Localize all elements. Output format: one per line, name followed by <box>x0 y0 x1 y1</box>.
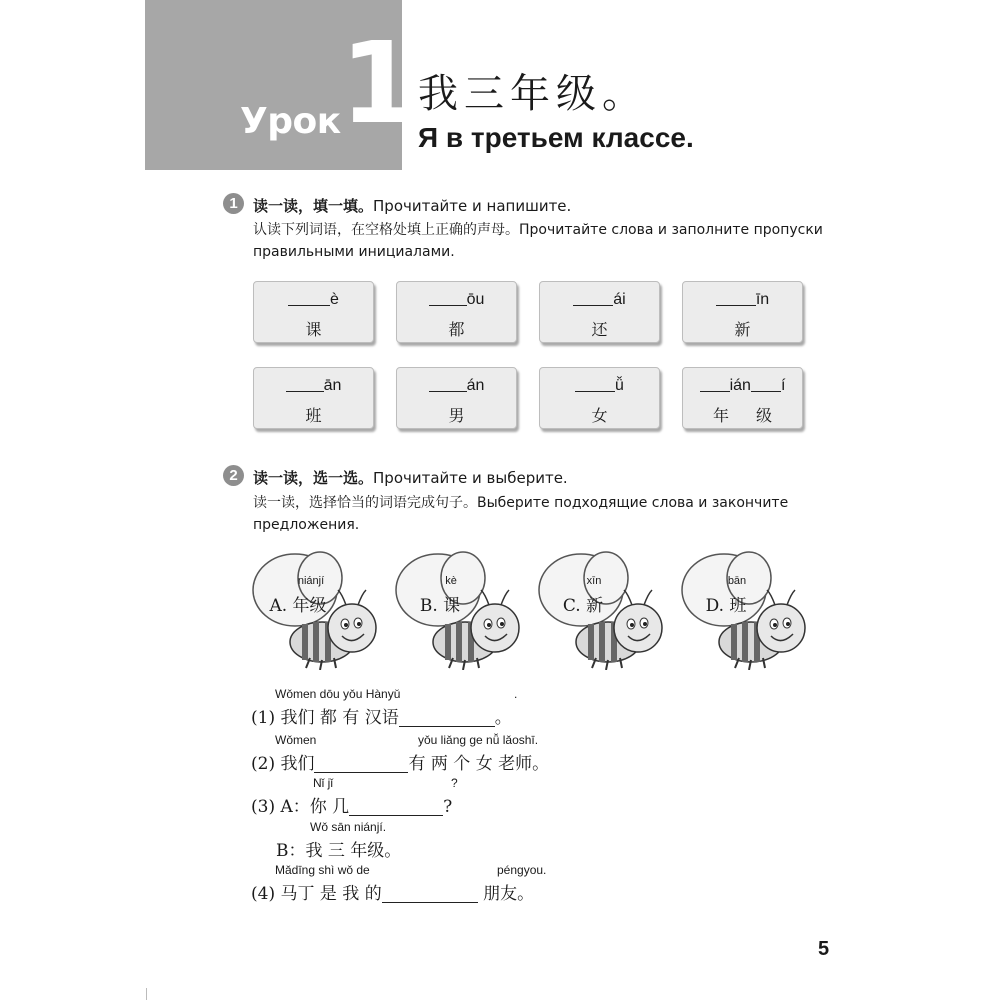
pinyin-card <box>539 281 660 343</box>
exercise-4-pinyin-b: péngyou. <box>497 863 547 877</box>
pinyin-card <box>396 281 517 343</box>
exercise-4-suffix: 朋友。 <box>483 884 535 904</box>
exercise-4-answer-blank[interactable] <box>382 884 478 903</box>
exercise-1-suffix: 。 <box>494 708 512 728</box>
exercise-4-prefix: (4) 马丁 是 我 的 <box>251 884 382 904</box>
exercise-4-pinyin-a: Mǎdīng shì wǒ de <box>275 863 370 877</box>
exercise-3a-pinyin-end: ? <box>451 776 458 790</box>
exercise-1-answer-blank[interactable] <box>399 708 495 727</box>
exercise-3a-answer-blank[interactable] <box>349 797 443 816</box>
pinyin-card-double <box>682 367 803 429</box>
answer-blank[interactable] <box>429 377 467 392</box>
exercise-2-suffix: 有 两 个 女 老师。 <box>408 754 550 774</box>
answer-blank[interactable] <box>573 291 613 306</box>
pinyin-card <box>396 367 517 429</box>
pinyin-card <box>253 367 374 429</box>
section-2-title-russian: Прочитайте и выберите. <box>373 469 568 487</box>
section-1-instruction: 认读下列词语，在空格处填上正确的声母。Прочитайте слова и заполните пропуски правильными инициалами. <box>253 222 823 260</box>
option-label[interactable]: D. 班 <box>705 596 747 616</box>
exercise-3b-pinyin: Wǒ sān niánjí. <box>310 820 387 834</box>
section-1-title <box>253 195 571 216</box>
card-pinyin: í <box>780 377 786 394</box>
lesson-title-chinese: 我三年级。 <box>418 71 648 117</box>
card-hanzi: 课 <box>305 320 322 339</box>
card-pinyin: ān <box>323 377 342 394</box>
option-pinyin: kè <box>445 575 457 587</box>
option-pinyin: xīn <box>586 575 602 587</box>
lesson-title-russian: Я в третьем классе. <box>418 122 694 153</box>
card-hanzi: 还 <box>591 320 608 339</box>
option-label[interactable]: C. 新 <box>562 596 604 616</box>
answer-blank[interactable] <box>700 377 730 392</box>
exercise-3a-pinyin: Nǐ jǐ <box>313 776 333 790</box>
answer-blank[interactable] <box>575 377 615 392</box>
card-hanzi: 都 <box>448 320 465 339</box>
card-hanzi-2: 级 <box>756 406 773 425</box>
pinyin-card <box>253 281 374 343</box>
answer-blank[interactable] <box>288 291 330 306</box>
crop-mark <box>146 988 147 1000</box>
section-2-instruction: 读一读，选择恰当的词语完成句子。Выберите подходящие слова и закончите предложения. <box>253 495 789 533</box>
section-1-title-russian: Прочитайте и напишите. <box>373 197 572 215</box>
exercise-2-pinyin-b: yǒu liǎng ge nǚ lǎoshī. <box>418 733 539 747</box>
pinyin-card <box>539 367 660 429</box>
exercise-2-prefix: (2) 我们 <box>251 754 315 774</box>
exercise-3a-prefix: (3) A：你 几 <box>251 797 350 817</box>
section-2-title-chinese: 读一读，选一选。 <box>253 469 374 487</box>
section-1-title-chinese: 读一读，填一填。 <box>253 197 374 215</box>
page-number: 5 <box>818 938 830 960</box>
exercise-2-answer-blank[interactable] <box>314 754 408 773</box>
exercise-4-sentence <box>251 879 534 904</box>
option-pinyin: bān <box>727 575 747 587</box>
exercise-3a-suffix: ? <box>443 797 453 817</box>
card-hanzi: 班 <box>305 406 322 425</box>
exercise-1-prefix: (1) 我们 都 有 汉语 <box>251 708 399 728</box>
answer-blank[interactable] <box>751 377 781 392</box>
option-pinyin: niánjí <box>297 575 325 587</box>
card-hanzi: 男 <box>448 406 465 425</box>
exercise-2-sentence <box>251 749 549 774</box>
section-2-number-badge: 2 <box>223 465 244 486</box>
option-label[interactable]: B. 课 <box>419 596 461 616</box>
card-pinyin: ián <box>729 377 751 394</box>
card-hanzi: 新 <box>734 320 751 339</box>
lesson-number: 1 <box>340 19 418 149</box>
card-pinyin: è <box>330 291 339 308</box>
exercise-3b-sentence: B：我 三 年级。 <box>276 841 402 861</box>
card-pinyin: án <box>466 377 485 394</box>
card-pinyin: ōu <box>466 291 485 308</box>
option-label[interactable]: A. 年级 <box>269 596 327 616</box>
exercise-1-sentence <box>251 703 512 728</box>
card-pinyin: ái <box>613 291 626 308</box>
exercise-3a-sentence <box>251 792 452 817</box>
card-hanzi-1: 年 <box>712 406 729 425</box>
card-pinyin: īn <box>755 291 770 308</box>
card-hanzi: 女 <box>591 406 608 425</box>
card-pinyin: ǚ <box>615 377 624 394</box>
answer-blank[interactable] <box>716 291 756 306</box>
exercise-1-pinyin-end: . <box>514 687 518 701</box>
section-2-title <box>253 467 568 488</box>
answer-blank[interactable] <box>286 377 324 392</box>
section-1-number-badge: 1 <box>223 193 244 214</box>
pinyin-card <box>682 281 803 343</box>
card-hanzi <box>683 403 802 426</box>
answer-blank[interactable] <box>429 291 467 306</box>
exercise-2-pinyin-a: Wǒmen <box>275 733 317 747</box>
lesson-word: Урок <box>240 101 341 142</box>
exercise-1-pinyin: Wǒmen dōu yǒu Hànyǔ <box>275 687 401 701</box>
